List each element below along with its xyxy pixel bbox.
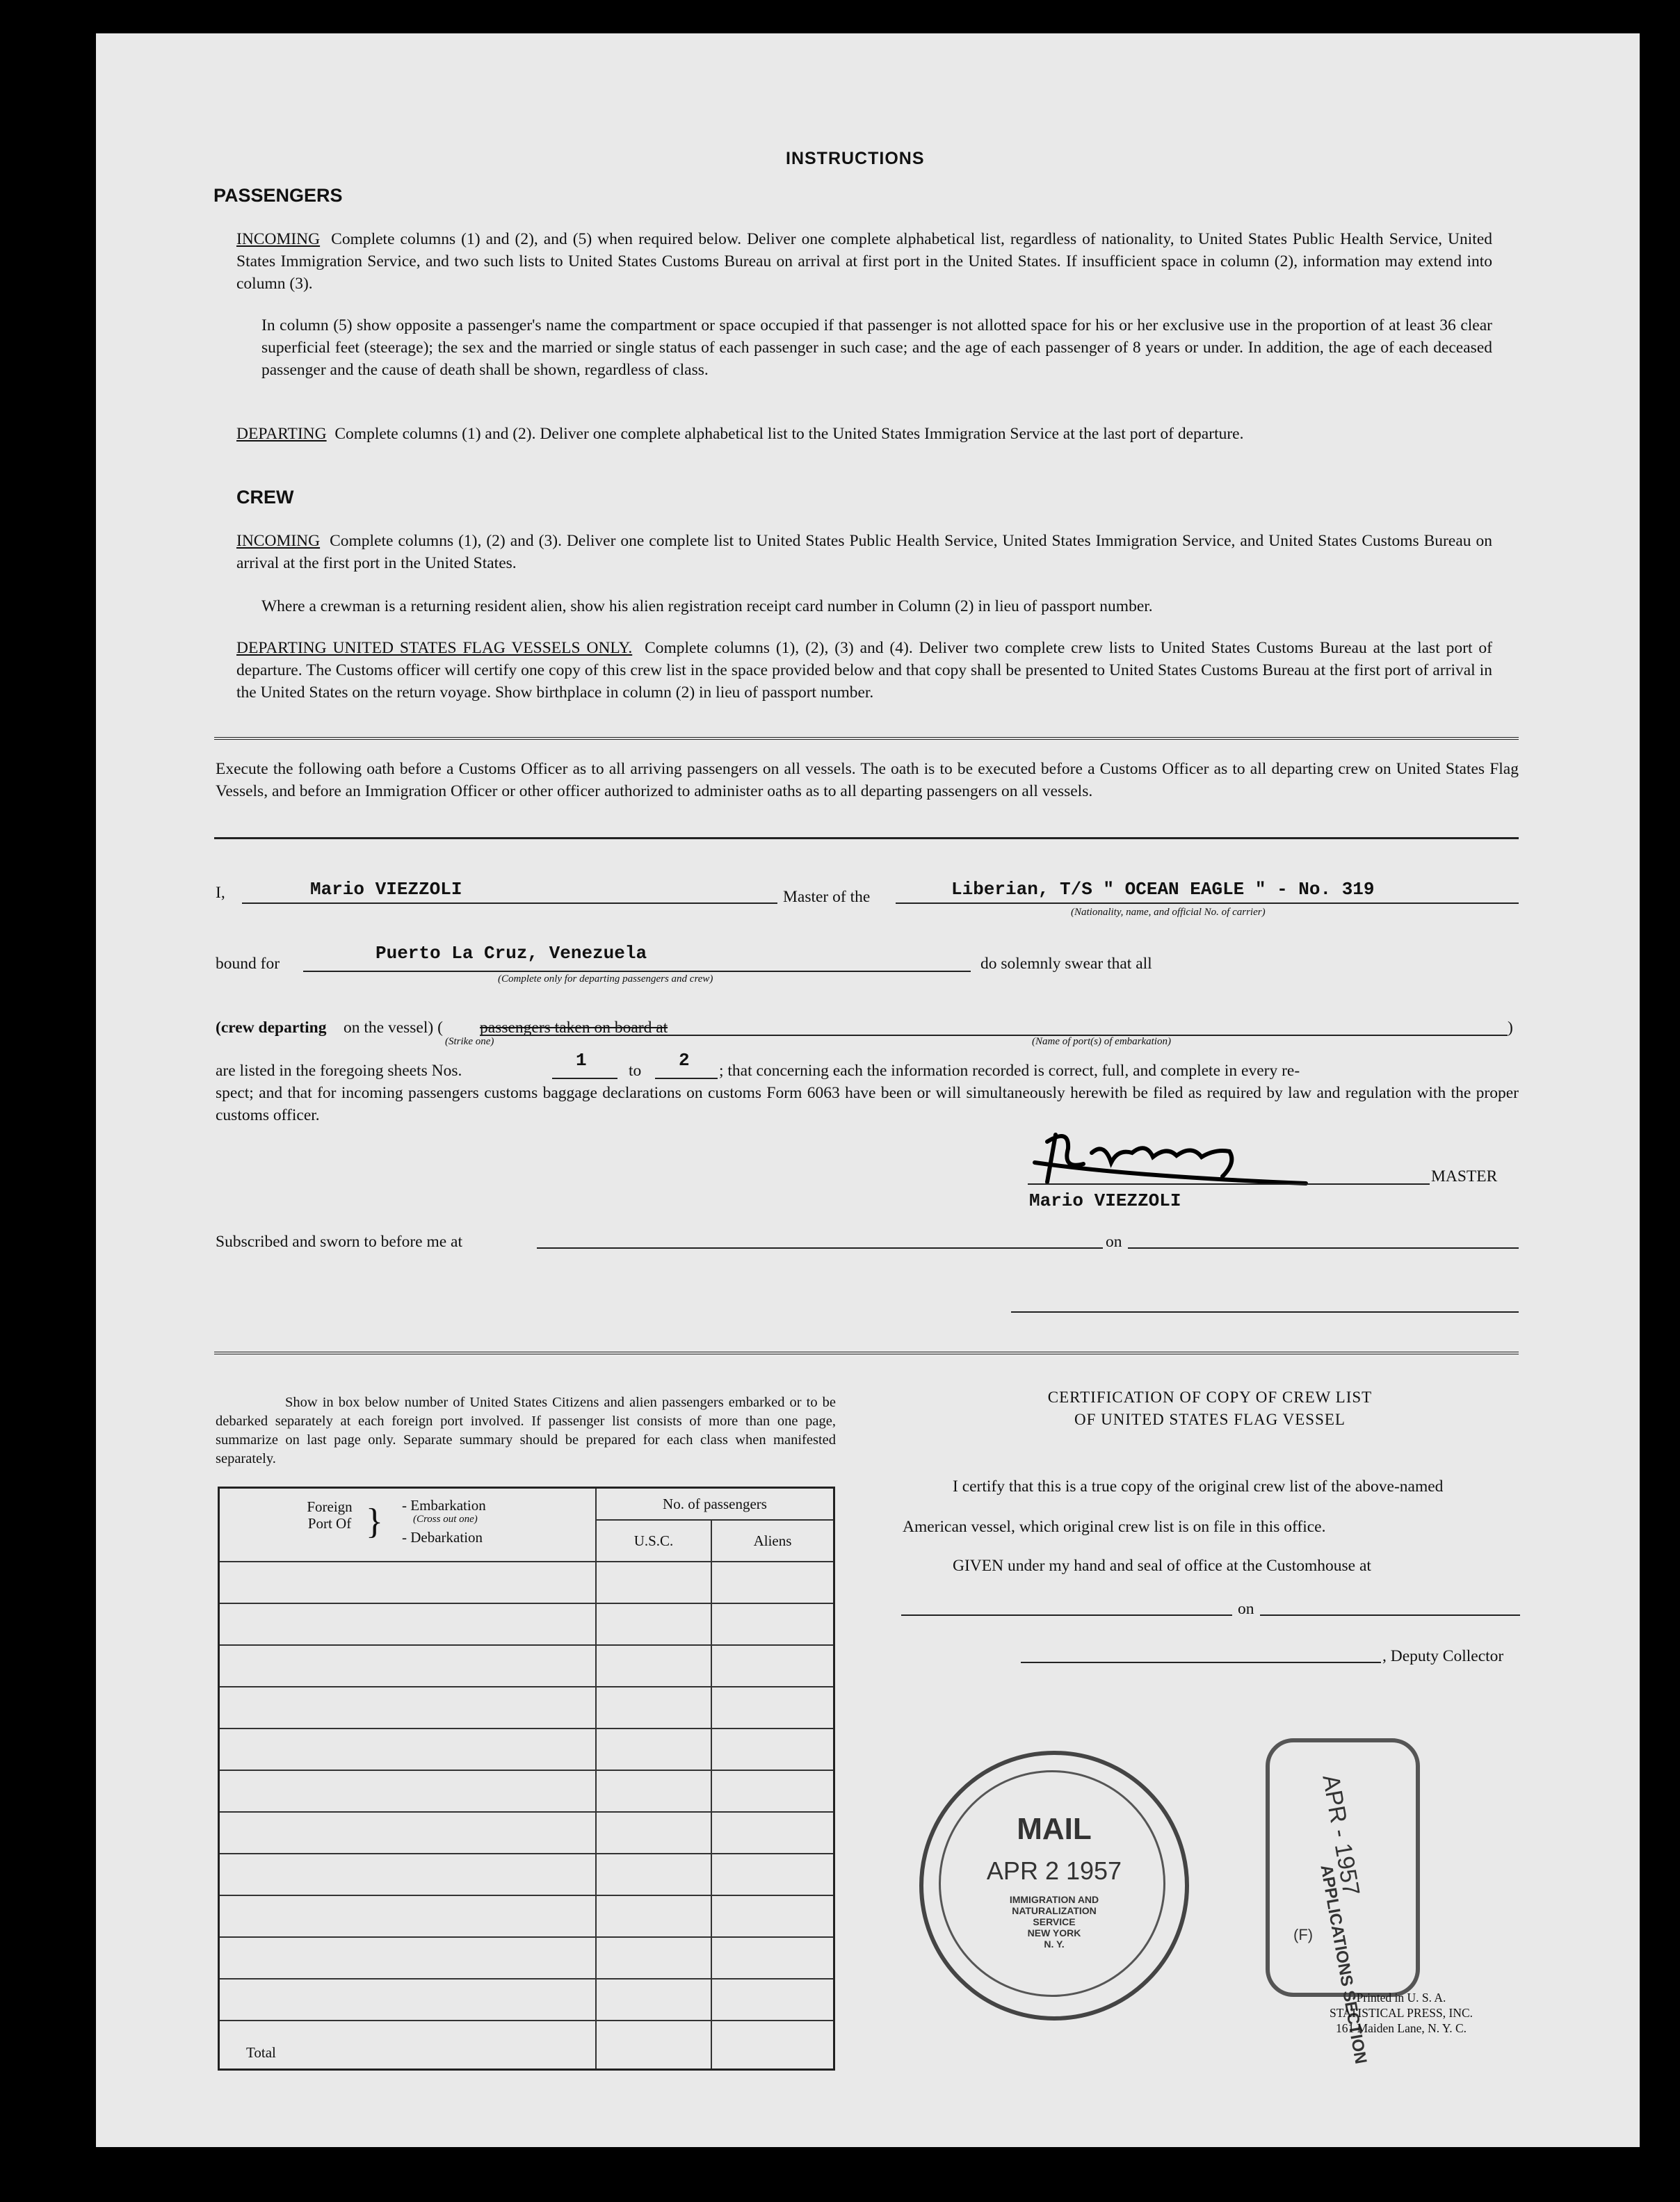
- swear-text: do solemnly swear that all: [980, 955, 1152, 973]
- carrier-caption: (Nationality, name, and official No. of carrier): [1071, 907, 1266, 918]
- crew-departing-word: (crew departing: [216, 1019, 327, 1037]
- table-row: [219, 1937, 834, 1979]
- stamp-mail-agency: [923, 1894, 1185, 1950]
- no-passengers-header: No. of passengers: [596, 1488, 834, 1521]
- cross-out-label: (Cross out one): [413, 1514, 478, 1525]
- sheet-to: 2: [679, 1050, 690, 1071]
- port-cell[interactable]: [219, 1979, 597, 2021]
- stamp-app-section: APPLICATIONS SECTION: [1316, 1863, 1371, 2066]
- certification-line3: GIVEN under my hand and seal of office at the Customhouse at: [953, 1557, 1371, 1575]
- port-cell[interactable]: [219, 1812, 597, 1854]
- subscribed-place-line: [537, 1247, 1103, 1249]
- aliens-cell[interactable]: [711, 1854, 834, 1895]
- listed-rest: spect; and that for incoming passengers customs baggage declarations on customs Form 6063 have been or will simultaneously herewith be filed as required by law and regulation with the proper customs officer.: [216, 1084, 1519, 1124]
- total-label: Total: [219, 2021, 597, 2070]
- crew-incoming-text: Complete columns (1), (2) and (3). Deliver one complete list to United States Public Health Service, United States Immigration Service, and United States Customs Bureau on arrival at the first port in the United States.: [236, 532, 1492, 572]
- incoming-text: Complete columns (1) and (2), and (5) when required below. Deliver one complete alphabetical list, regardless of nationality, to United States Public Health Service, United States Immigration Service, and two such lists to United States Customs Bureau on arrival at first port in the United States. If insufficient space in column (2), information may extend into column (3).: [236, 230, 1493, 293]
- page-title: INSTRUCTIONS: [786, 149, 925, 168]
- stamp-line: N. Y.: [1044, 1938, 1065, 1950]
- usc-cell[interactable]: [596, 1895, 711, 1937]
- table-row: [219, 1729, 834, 1770]
- passengers-departing: [236, 423, 1492, 445]
- total-row: [219, 2021, 834, 2070]
- master-name-line: [242, 902, 777, 904]
- usc-cell[interactable]: [596, 1770, 711, 1812]
- aliens-cell[interactable]: [711, 1687, 834, 1729]
- port-cell[interactable]: [219, 1770, 597, 1812]
- crew-departing-text: Complete columns (1), (2), (3) and (4). Deliver two complete crew lists to United States Customs Bureau at the last port of departure. The Customs officer will certify one copy of this crew list in the space provided below and that copy shall be presented to United States Customs Bureau at the first port of arrival in the United States on the return voyage. Show birthplace in column (2) in lieu of passport number.: [236, 639, 1492, 702]
- printer-line3: 161 Maiden Lane, N. Y. C.: [1335, 2021, 1467, 2035]
- certification-date-line: [1260, 1614, 1520, 1616]
- port-cell[interactable]: [219, 1937, 597, 1979]
- port-cell[interactable]: [219, 1854, 597, 1895]
- master-name: Mario VIEZZOLI: [310, 879, 462, 900]
- table-row: [219, 1645, 834, 1687]
- subscribed-on-label: on: [1106, 1233, 1122, 1251]
- subscribed-date-line: [1128, 1247, 1519, 1249]
- aliens-cell[interactable]: [711, 1812, 834, 1854]
- mail-stamp: [919, 1751, 1189, 2021]
- crew-departing: [236, 637, 1492, 704]
- usc-cell[interactable]: [596, 1729, 711, 1770]
- close-paren: ): [1508, 1019, 1513, 1037]
- total-aliens-cell[interactable]: [711, 2021, 834, 2070]
- printer-imprint: [1307, 1990, 1495, 2036]
- usc-cell[interactable]: [596, 1979, 711, 2021]
- crew-incoming-label: INCOMING: [236, 532, 321, 550]
- stamp-line: SERVICE: [1033, 1916, 1076, 1927]
- signature-typed: Mario VIEZZOLI: [1029, 1190, 1181, 1211]
- master-label: MASTER: [1431, 1167, 1498, 1185]
- divider: [214, 737, 1519, 740]
- aliens-cell[interactable]: [711, 1770, 834, 1812]
- usc-cell[interactable]: [596, 1562, 711, 1603]
- table-row: [219, 1895, 834, 1937]
- passengers-column5: In column (5) show opposite a passenger's name the compartment or space occupied if that passenger is not allotted space for his or her exclusive use in the proportion of at least 36 clear superficial feet (steerage); the sex and the married or single status of each passenger in such case; and the age of each passenger of 8 years or under. In addition, the age of each deceased passenger and the cause of death shall be shown, regardless of class.: [261, 316, 1492, 379]
- usc-cell[interactable]: [596, 1603, 711, 1645]
- printer-line2: STATISTICAL PRESS, INC.: [1329, 2006, 1473, 2020]
- sheet-to-line: [655, 1078, 718, 1079]
- usc-cell[interactable]: [596, 1854, 711, 1895]
- table-header-row: [219, 1488, 834, 1521]
- signature-image: [1028, 1121, 1320, 1197]
- table-row: [219, 1812, 834, 1854]
- table-row: [219, 1603, 834, 1645]
- aliens-cell[interactable]: [711, 1979, 834, 2021]
- aliens-header: Aliens: [711, 1520, 834, 1562]
- bound-for-label: bound for: [216, 955, 280, 973]
- summary-instructions: Show in box below number of United States Citizens and alien passengers embarked or to be debarked separately at each foreign port involved. If passenger list consists of more than one page, summarize on last page only. Separate summary should be prepared for each class when manifested separately.: [216, 1395, 836, 1466]
- total-usc-cell[interactable]: [596, 2021, 711, 2070]
- oath-intro: Execute the following oath before a Customs Officer as to all arriving passengers on all vessels. The oath is to be executed before a Customs Officer as to all departing crew on United States Flag Vessels, and before an Immigration Officer or other officer authorized to administer oaths as to all departing passengers on all vessels.: [216, 760, 1519, 800]
- stamp-app-date: APR - 1957: [1317, 1772, 1365, 1898]
- port-cell[interactable]: [219, 1895, 597, 1937]
- passenger-summary-table: [218, 1487, 835, 2071]
- aliens-cell[interactable]: [711, 1603, 834, 1645]
- stamp-line: NATURALIZATION: [1012, 1905, 1097, 1916]
- master-of-label: Master of the: [783, 888, 871, 906]
- table-row: [219, 1687, 834, 1729]
- usc-cell[interactable]: [596, 1812, 711, 1854]
- stamp-app-code: (F): [1293, 1926, 1314, 1943]
- aliens-cell[interactable]: [711, 1645, 834, 1687]
- crew-departing-label: DEPARTING UNITED STATES FLAG VESSELS ONLY.: [236, 639, 633, 657]
- subscribed-label: Subscribed and sworn to before me at: [216, 1233, 463, 1251]
- stamp-mail-word: MAIL: [1017, 1812, 1092, 1846]
- table-row: [219, 1562, 834, 1603]
- usc-header: U.S.C.: [596, 1520, 711, 1562]
- struck-passengers: passengers taken on board at: [480, 1019, 668, 1037]
- crew-heading: CREW: [236, 487, 294, 508]
- bound-for: Puerto La Cruz, Venezuela: [375, 943, 647, 964]
- certification-line1: I certify that this is a true copy of the original crew list of the above-named: [953, 1478, 1444, 1496]
- crew-incoming: [236, 530, 1492, 574]
- departing-label: DEPARTING: [236, 425, 327, 443]
- departing-text: Complete columns (1) and (2). Deliver one complete alphabetical list to the United States Immigration Service at the last port of departure.: [334, 425, 1244, 443]
- embarkation-label: - Embarkation: [402, 1497, 486, 1514]
- stamp-line: NEW YORK: [1027, 1927, 1081, 1938]
- usc-cell[interactable]: [596, 1687, 711, 1729]
- passengers-heading: PASSENGERS: [213, 185, 343, 206]
- divider: [214, 1352, 1519, 1354]
- ports-line: [480, 1035, 1508, 1036]
- port-cell[interactable]: [219, 1603, 597, 1645]
- sheet-from: 1: [576, 1050, 587, 1071]
- brace: }: [366, 1502, 383, 1541]
- table-row: [219, 1770, 834, 1812]
- certification-title-line1: CERTIFICATION OF COPY OF CREW LIST: [1047, 1389, 1373, 1406]
- aliens-cell[interactable]: [711, 1729, 834, 1770]
- deputy-signature-line: [1021, 1662, 1381, 1663]
- customhouse-line: [901, 1614, 1232, 1616]
- on-vessel: on the vessel) (: [344, 1019, 443, 1037]
- officer-signature-line: [1011, 1311, 1519, 1313]
- carrier-line: [896, 902, 1519, 904]
- table-row: [219, 1854, 834, 1895]
- foreign-port-label: Foreign Port Of: [307, 1498, 353, 1532]
- listed-suffix: ; that concerning each the information recorded is correct, full, and complete in every re-: [719, 1062, 1300, 1080]
- port-cell[interactable]: [219, 1645, 597, 1687]
- aliens-cell[interactable]: [711, 1562, 834, 1603]
- certification-on-label: on: [1238, 1600, 1254, 1618]
- certification-title-line2: OF UNITED STATES FLAG VESSEL: [1074, 1411, 1346, 1428]
- strike-caption: (Strike one): [445, 1036, 494, 1047]
- certification-line2: American vessel, which original crew list is on file in this office.: [903, 1518, 1326, 1536]
- oath-i-label: I,: [216, 884, 225, 902]
- listed-prefix: are listed in the foregoing sheets Nos.: [216, 1062, 462, 1080]
- bound-for-line: [303, 971, 971, 972]
- to-label: to: [629, 1062, 642, 1080]
- port-cell[interactable]: [219, 1687, 597, 1729]
- sheet-from-line: [552, 1078, 617, 1079]
- port-header: [219, 1488, 597, 1562]
- incoming-label: INCOMING: [236, 230, 321, 248]
- stamp-mail-date: APR 2 1957: [986, 1856, 1122, 1885]
- carrier: Liberian, T/S " OCEAN EAGLE " - No. 319: [951, 879, 1375, 900]
- port-cell[interactable]: [219, 1729, 597, 1770]
- passengers-incoming: [236, 228, 1492, 295]
- debarkation-label: - Debarkation: [402, 1529, 483, 1546]
- divider: [214, 837, 1519, 839]
- stamp-line: IMMIGRATION AND: [1009, 1894, 1099, 1905]
- port-cell[interactable]: [219, 1562, 597, 1603]
- usc-cell[interactable]: [596, 1937, 711, 1979]
- signature-line: [1028, 1183, 1430, 1185]
- ports-caption: (Name of port(s) of embarkation): [1032, 1036, 1171, 1047]
- aliens-cell[interactable]: [711, 1895, 834, 1937]
- table-row: [219, 1979, 834, 2021]
- printer-line1: Printed in U. S. A.: [1356, 1991, 1446, 2005]
- certification-title: [904, 1386, 1516, 1431]
- bound-caption: (Complete only for departing passengers and crew): [498, 973, 713, 985]
- aliens-cell[interactable]: [711, 1937, 834, 1979]
- usc-cell[interactable]: [596, 1645, 711, 1687]
- deputy-collector-label: , Deputy Collector: [1382, 1647, 1504, 1665]
- crew-resident: Where a crewman is a returning resident alien, show his alien registration receipt card number in Column (2) in lieu of passport number.: [261, 597, 1153, 615]
